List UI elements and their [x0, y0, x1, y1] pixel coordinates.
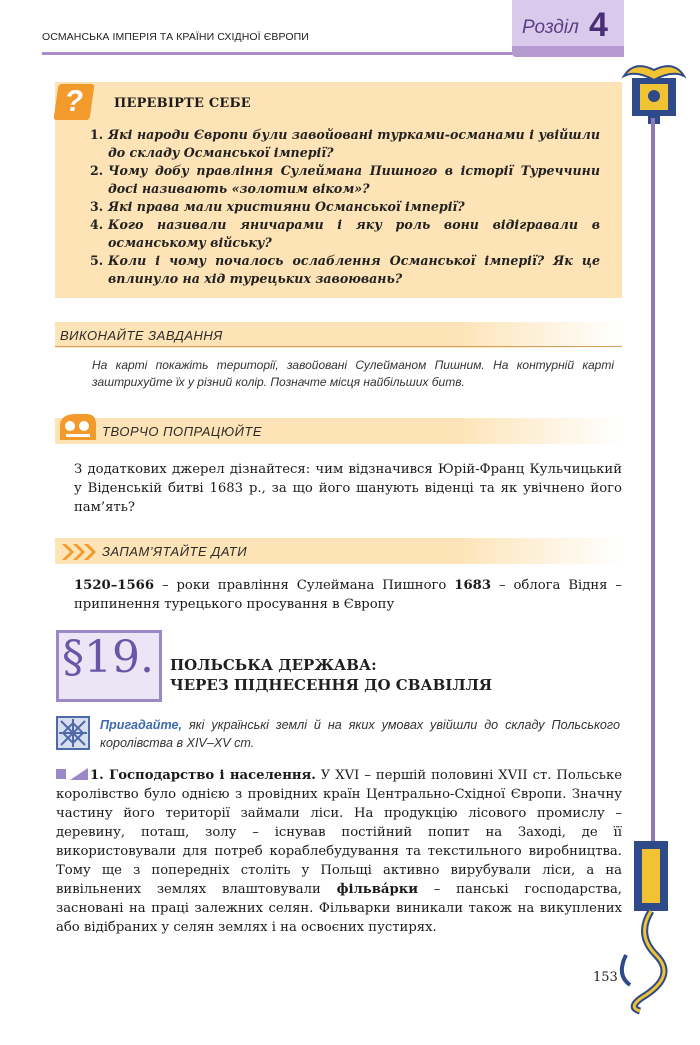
dates-text: 1520–1566 – роки правління Сулеймана Пишного 1683 – облога Відня – припинення турецького просування в Європу [74, 578, 623, 612]
question-item: 1. Які народи Європи були завойовані турками-османами і увійшли до складу Османської імперії? [90, 127, 600, 160]
tasks-text: На карті покажіть території, завойовані Сулейманом Пишним. На контурній карті заштрихуйте їх у різний колір. Позначте місця найбільших битв. [92, 358, 614, 389]
page-number: 153 [593, 970, 618, 985]
remember-text: Пригадайте, які українські землі й на яких умовах увійшли до складу Польського королівства в XIV–XV ст. [100, 718, 620, 750]
question-item: 3. Які права мали християни Османської імперії? [90, 199, 465, 214]
question-item: 4. Кого називали яничарами і яку роль вони відігравали в османському війську? [90, 217, 600, 250]
question-item: 2. Чому добу правління Сулеймана Пишного в історії Туреччини досі називають «золотим віком»? [90, 163, 600, 196]
section-1-text: 1. Господарство і населення. У XVI – першій половині XVII ст. Польське королівство було однією з провідних країн Центрально-Східної Європи. Значну частину його території займали ліси. На продукцію лісового промислу – деревину, поташ, золу – існував постійний попит на Заході, де її використовували для потреб кораблебудування та текстильного виробництва. Тому ще з попередніх століть у Польщі активно вирубували ліси, а на вивільнених землях влаштовували фільва́рки – панські господарства, засновані на праці залежних селян. Фільварки виникали також на викуплених або відібраних у селян землях і на освоєних пустирях. [56, 768, 622, 935]
tasks-divider [55, 346, 622, 347]
dates-label: ЗАПАМ’ЯТАЙТЕ ДАТИ [102, 544, 247, 559]
tasks-label: ВИКОНАЙТЕ ЗАВДАННЯ [60, 328, 223, 343]
check-yourself-title: ПЕРЕВІРТЕ СЕБЕ [114, 96, 251, 111]
ornament-knot-icon [56, 716, 90, 750]
margin-rule [651, 118, 655, 853]
question-item: 5. Коли і чому почалось ослаблення Османської імперії? Як це вплинуло на хід турецьких завоювань? [90, 253, 600, 286]
paragraph-number: §19. [62, 632, 154, 683]
section-word: Розділ [522, 17, 579, 38]
ornament-top-icon [614, 56, 694, 126]
section-number: 4 [589, 6, 608, 44]
question-icon: ? [53, 84, 94, 120]
running-header: ОСМАНСЬКА ІМПЕРІЯ ТА КРАЇНИ СХІДНОЇ ЄВРОПИ [42, 31, 309, 43]
creative-label: ТВОРЧО ПОПРАЦЮЙТЕ [102, 424, 263, 439]
arrows-icon [60, 542, 100, 562]
header-divider [42, 52, 520, 55]
creative-text: З додаткових джерел дізнайтеся: чим відзначився Юрій-Франц Кульчицький у Віденській битві 1683 р., за що його шанують віденці та як увічнено його пам’ять? [74, 462, 622, 515]
creative-icon [56, 410, 100, 444]
paragraph-title: ПОЛЬСЬКА ДЕРЖАВА: ЧЕРЕЗ ПІДНЕСЕННЯ ДО СВАВІЛЛЯ [170, 656, 493, 694]
question-list [90, 126, 600, 288]
